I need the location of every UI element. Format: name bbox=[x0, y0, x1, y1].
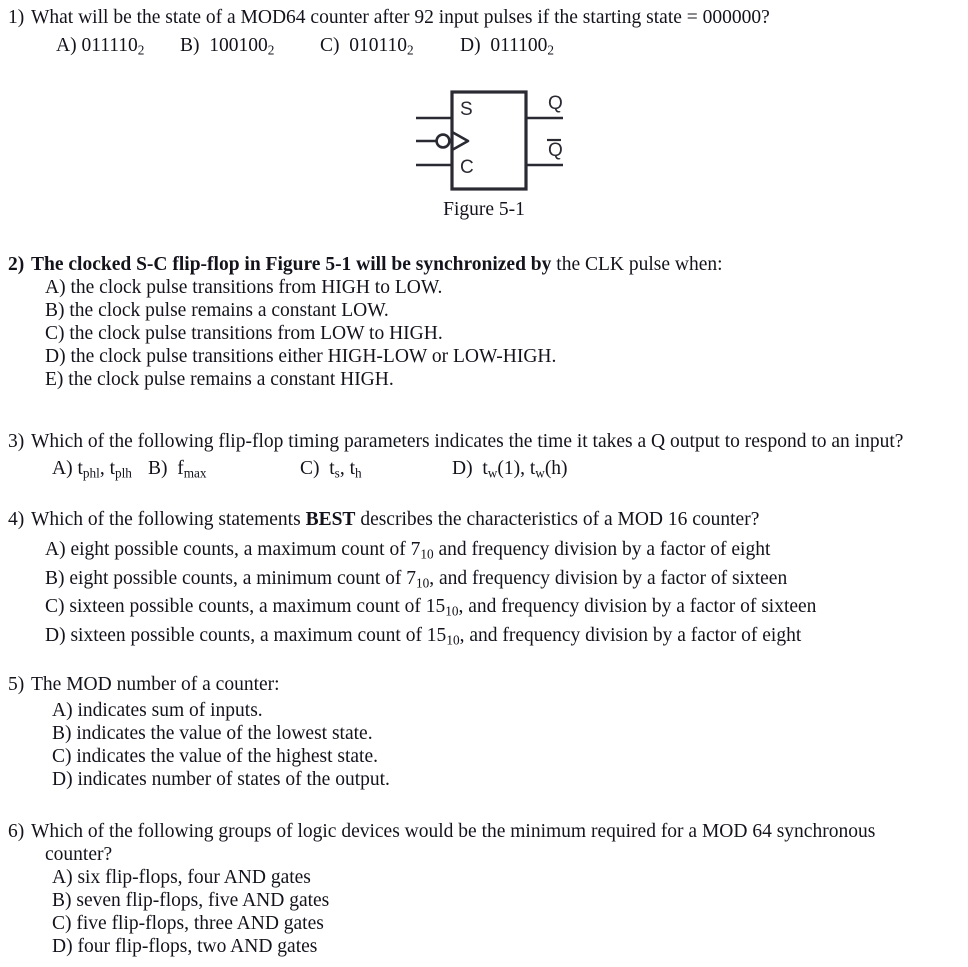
question-6 bbox=[0, 820, 968, 958]
question-4-option-b[interactable]: B) eight possible counts, a minimum count of $7_{10}$, and frequency division by a factor of sixteen bbox=[45, 567, 788, 591]
question-3-option-d[interactable]: D) $t_w(1)$, $t_w(h)$ bbox=[452, 458, 568, 481]
question-4-stem-post: describes the characteristics of a MOD 16 counter? bbox=[355, 509, 760, 530]
question-4-number: 4) bbox=[8, 509, 25, 530]
question-5-option-a[interactable]: A) indicates sum of inputs. bbox=[52, 700, 263, 721]
question-3-option-a[interactable]: A) $t_{phl}$, $t_{plh}$ bbox=[52, 458, 132, 481]
question-4-option-a[interactable]: A) eight possible counts, a maximum count of $7_{10}$ and frequency division by a factor of eight bbox=[45, 539, 771, 562]
question-5-option-c[interactable]: C) indicates the value of the highest state. bbox=[52, 746, 378, 767]
question-1-option-c[interactable]: C) $010110_2$ bbox=[320, 35, 414, 58]
question-2 bbox=[0, 253, 968, 391]
question-6-stem-continuation: counter? bbox=[45, 844, 113, 865]
question-3-stem: Which of the following flip-flop timing parameters indicates the time it takes a Q output to respond to an input? bbox=[31, 431, 904, 452]
question-2-stem bbox=[31, 253, 968, 276]
question-4-option-c[interactable]: C) sixteen possible counts, a maximum count of $15_{10}$, and frequency division by a factor of sixteen bbox=[45, 596, 817, 619]
question-2-option-c[interactable]: C) the clock pulse transitions from LOW to HIGH. bbox=[45, 323, 443, 344]
question-2-option-a[interactable]: A) the clock pulse transitions from HIGH to LOW. bbox=[45, 277, 443, 298]
question-5-number: 5) bbox=[8, 674, 25, 695]
question-6-option-d[interactable]: D) four flip-flops, two AND gates bbox=[52, 936, 318, 957]
question-1-option-a[interactable]: A) $011110_2$ bbox=[56, 35, 145, 58]
question-5-stem: The MOD number of a counter: bbox=[31, 674, 280, 695]
question-4 bbox=[0, 508, 968, 650]
question-1-number: 1) bbox=[8, 7, 25, 28]
question-3-stem-line bbox=[0, 430, 968, 453]
s-input-label: S bbox=[460, 99, 473, 120]
clock-inversion-bubble-icon bbox=[437, 135, 450, 148]
question-6-option-c[interactable]: C) five flip-flops, three AND gates bbox=[52, 913, 324, 934]
question-1-option-d[interactable]: D) $011100_2$ bbox=[460, 35, 555, 58]
question-2-stem-rest: the CLK pulse when: bbox=[551, 254, 723, 275]
question-2-option-d[interactable]: D) the clock pulse transitions either HIGH-LOW or LOW-HIGH. bbox=[45, 346, 557, 367]
question-1 bbox=[0, 6, 968, 59]
question-1-stem: What will be the state of a MOD64 counter after 92 input pulses if the starting state = 000000? bbox=[31, 7, 770, 28]
question-4-stem-pre: Which of the following statements bbox=[31, 509, 306, 530]
question-4-stem-emphasis: BEST bbox=[305, 509, 356, 530]
question-4-stem bbox=[31, 508, 968, 531]
question-2-stem-line bbox=[0, 253, 968, 276]
question-6-option-b[interactable]: B) seven flip-flops, five AND gates bbox=[52, 890, 330, 911]
flip-flop-diagram bbox=[408, 78, 608, 198]
question-6-option-a[interactable]: A) six flip-flops, four AND gates bbox=[52, 867, 311, 888]
question-4-stem-line bbox=[0, 508, 968, 531]
question-5 bbox=[0, 673, 968, 791]
c-input-label: C bbox=[460, 157, 474, 178]
question-5-option-b[interactable]: B) indicates the value of the lowest state. bbox=[52, 723, 373, 744]
question-4-option-d[interactable]: D) sixteen possible counts, a maximum count of $15_{10}$, and frequency division by a factor of eight bbox=[45, 624, 802, 648]
question-3-options bbox=[0, 457, 968, 482]
question-5-stem-line bbox=[0, 673, 968, 696]
question-2-number: 2) bbox=[8, 254, 25, 275]
question-6-stem-line bbox=[0, 820, 968, 843]
qbar-output-label: Q bbox=[548, 140, 563, 161]
question-2-option-e[interactable]: E) the clock pulse remains a constant HIGH. bbox=[45, 369, 394, 390]
question-2-stem-bold: The clocked S-C flip-flop in Figure 5-1 will be synchronized by bbox=[31, 254, 552, 275]
question-6-number: 6) bbox=[8, 821, 25, 842]
question-5-option-d[interactable]: D) indicates number of states of the output. bbox=[52, 769, 390, 790]
clock-edge-triangle-icon bbox=[452, 132, 468, 150]
question-1-options bbox=[0, 34, 968, 59]
question-3-option-c[interactable]: C) $t_s$, $t_h$ bbox=[300, 458, 362, 481]
question-1-option-b[interactable]: B) $100100_2$ bbox=[180, 35, 275, 58]
question-3-number: 3) bbox=[8, 431, 25, 452]
question-1-stem-line bbox=[0, 6, 968, 29]
q-output-label: Q bbox=[548, 93, 563, 114]
figure-caption: Figure 5-1 bbox=[443, 199, 525, 220]
question-3-option-b[interactable]: B) $f_{max}$ bbox=[148, 458, 207, 481]
question-6-stem: Which of the following groups of logic devices would be the minimum required for a MOD 64 synchronous bbox=[31, 821, 876, 842]
question-3 bbox=[0, 430, 968, 482]
question-2-option-b[interactable]: B) the clock pulse remains a constant LOW. bbox=[45, 300, 389, 321]
